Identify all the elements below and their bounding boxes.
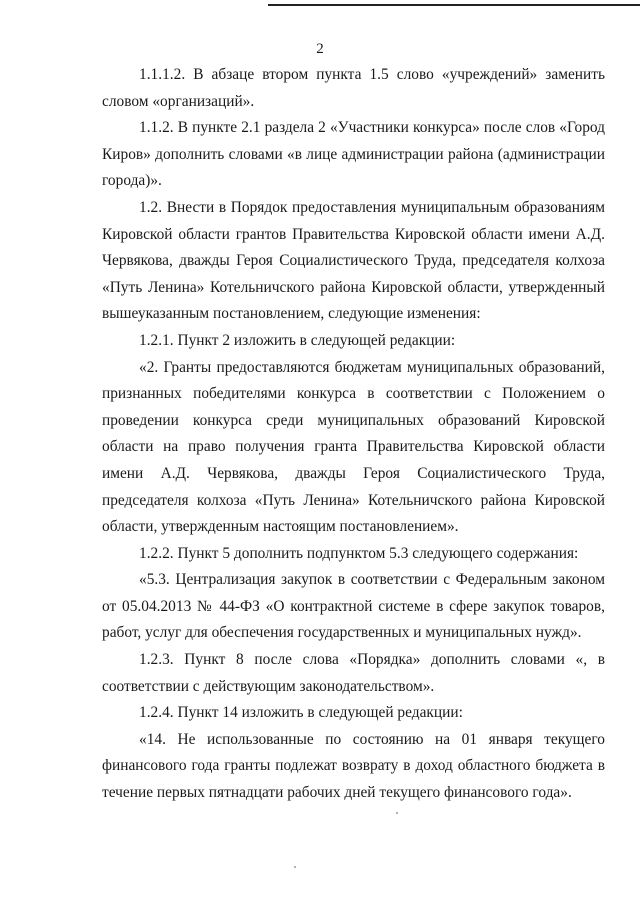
header-rule <box>268 4 640 6</box>
paragraph-1-2: 1.2. Внести в Порядок предоставления муниципальным образованиям Кировской области грантов Правительства Кировской области имени А.Д. Червякова, дважды Героя Социалистического Труда, председателя колхоза «Путь Ленина» Котельничского района Кировской области, утвержденный вышеуказанным постановлением, следующие изменения: <box>102 198 605 323</box>
paragraph-1-1-2: 1.1.2. В пункте 2.1 раздела 2 «Участники конкурса» после слов «Город Киров» дополнить словами «в лице администрации района (администрации города)». <box>102 119 605 190</box>
page-number: 2 <box>316 41 324 57</box>
paragraph-quote-5-3: «5.3. Централизация закупок в соответствии с Федеральным законом от 05.04.2013 № 44-ФЗ «О контрактной системе в сфере закупок товаров, работ, услуг для обеспечения государственных и муниципальных нужд». <box>102 571 605 642</box>
paragraph-1-2-1: 1.2.1. Пункт 2 изложить в следующей редакции: <box>139 331 456 349</box>
paragraph-1-1-1-2: 1.1.1.2. В абзаце втором пункта 1.5 слово «учреждений» заменить словом «организаций». <box>102 66 605 110</box>
scan-speck <box>396 812 398 814</box>
paragraph-1-2-3: 1.2.3. Пункт 8 после слова «Порядка» дополнить словами «, в соответствии с действующим законодательством». <box>102 651 605 695</box>
scan-speck <box>294 866 296 868</box>
paragraph-quote-2: «2. Гранты предоставляются бюджетам муниципальных образований, признанных победителями конкурса в соответствии с Положением о проведении конкурса среди муниципальных образований Кировской области на право получения гранта Правительства Кировской области имени А.Д. Червякова, дважды Героя Социалистического Труда, председателя колхоза «Путь Ленина» Котельничского района Кировской области, утвержденным настоящим постановлением». <box>102 358 605 536</box>
paragraph-quote-14: «14. Не использованные по состоянию на 01 января текущего финансового года гранты подлежат возврату в доход областного бюджета в течение первых пятнадцати рабочих дней текущего финансового года». <box>102 730 605 802</box>
paragraph-1-2-2: 1.2.2. Пункт 5 дополнить подпунктом 5.3 следующего содержания: <box>139 544 579 562</box>
document-body <box>102 62 605 807</box>
paragraph-1-2-4: 1.2.4. Пункт 14 изложить в следующей редакции: <box>139 704 463 722</box>
